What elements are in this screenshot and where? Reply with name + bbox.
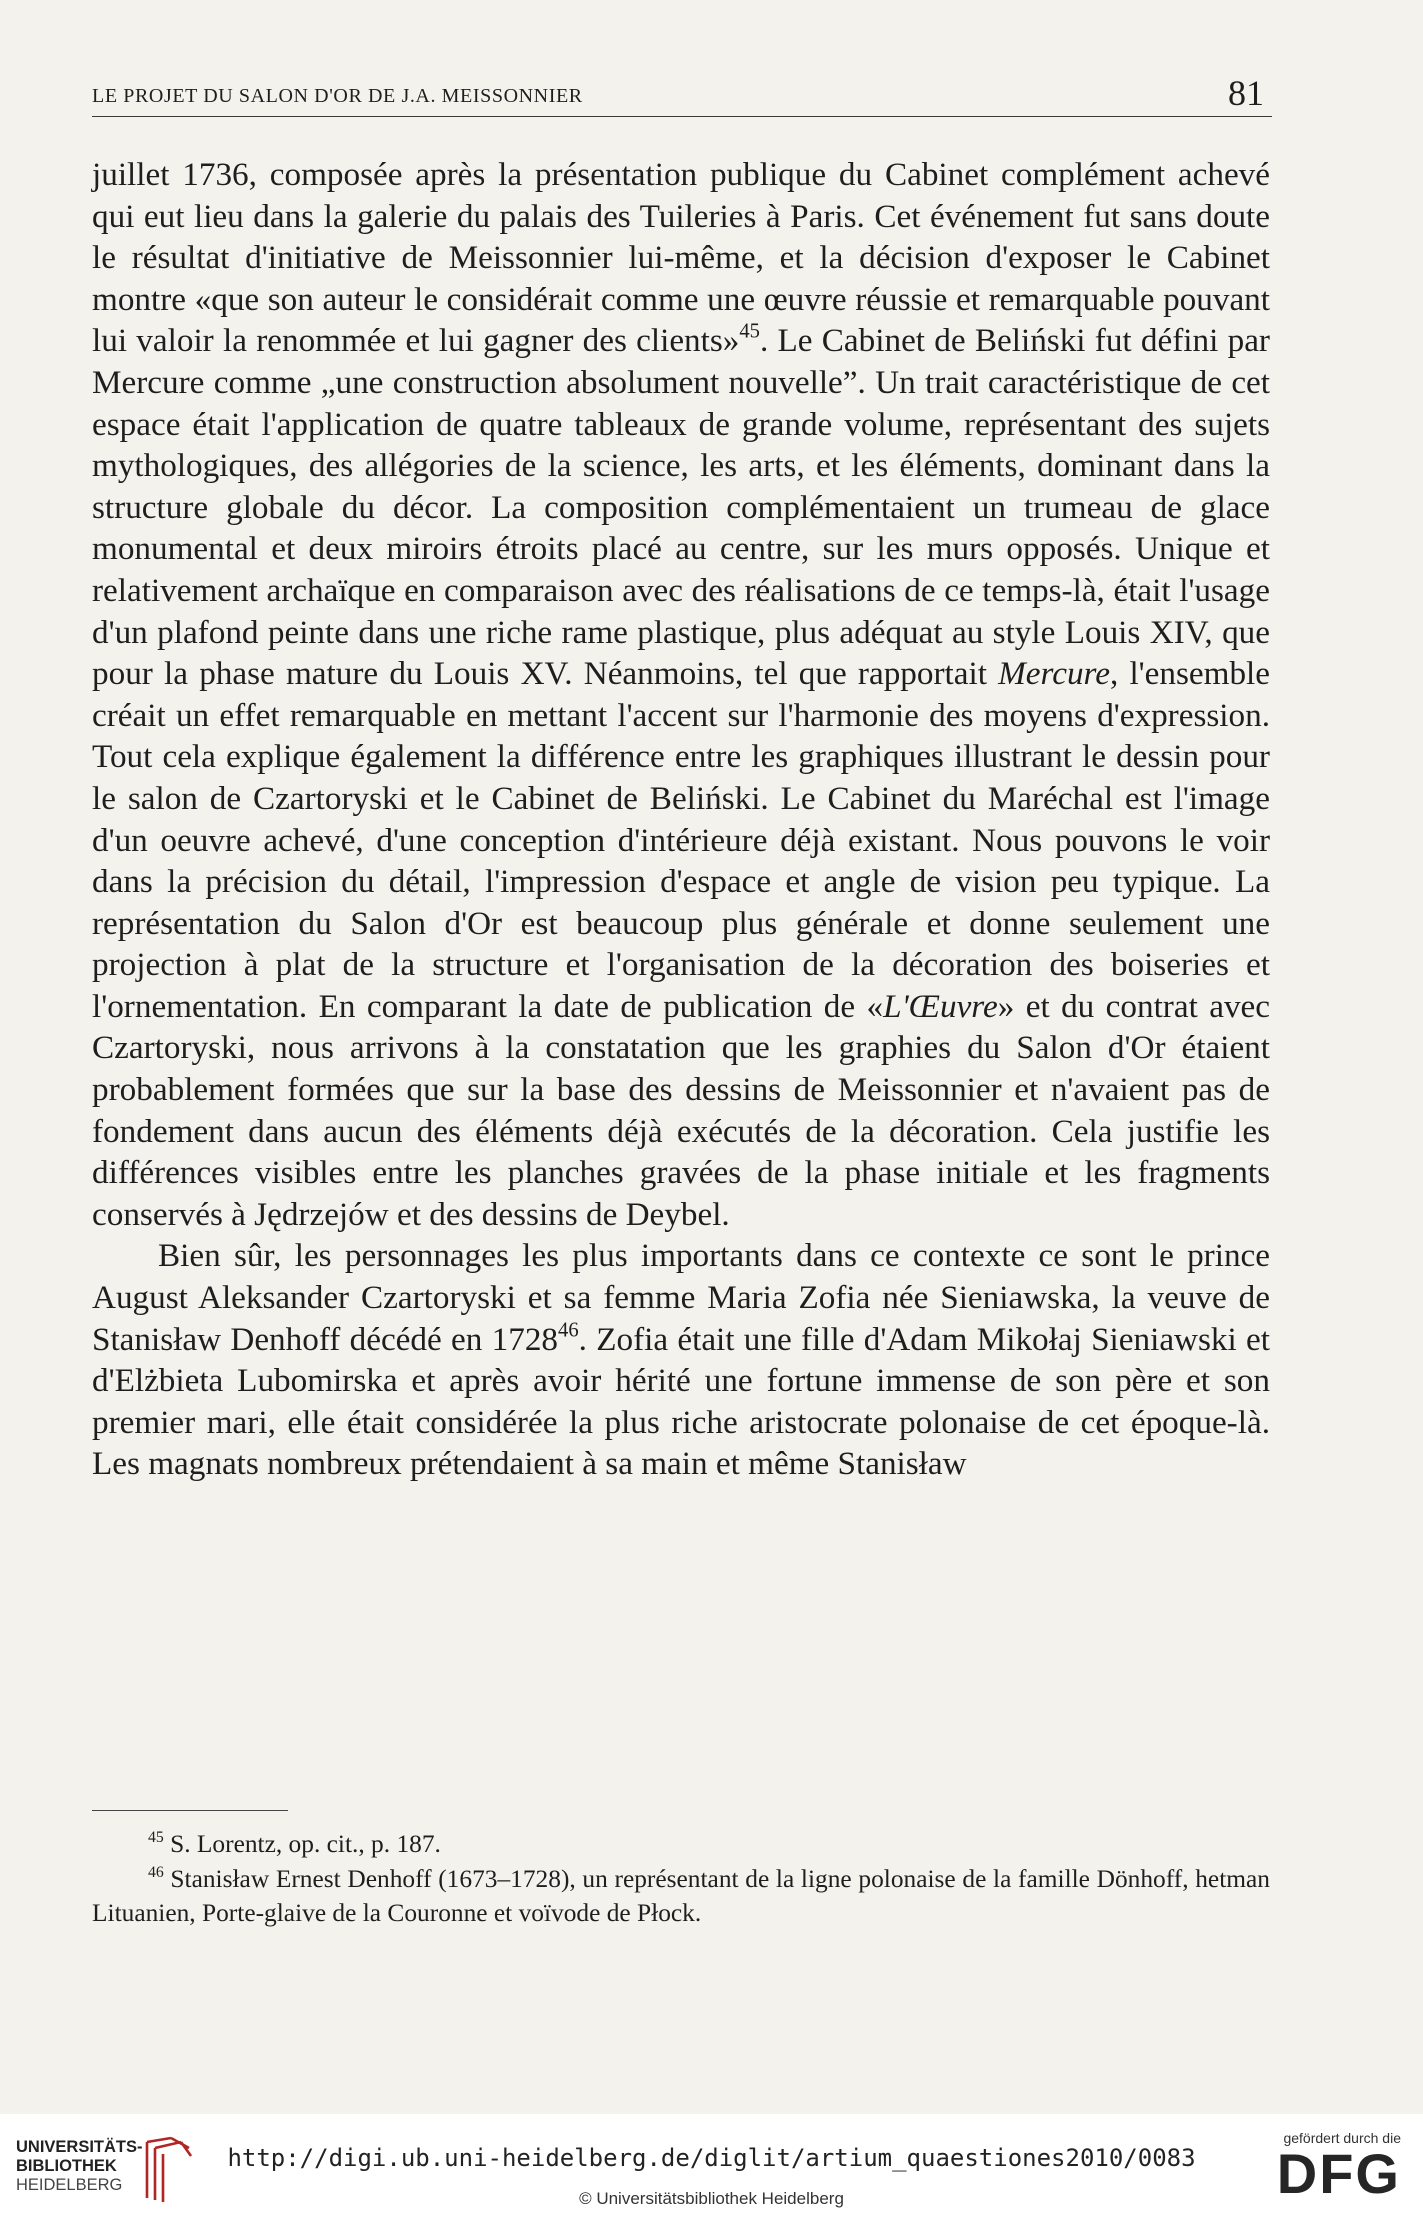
paragraph-2-text-b: . Zofia était une fille d'Adam Mikołaj Sieniawski et d'Elżbieta Lubomirska et après avoir hérité une fortune immense de son père et son premier mari, elle était considérée la plus riche aristocrate polonaise de cet époque-là. Les magnats nombreux prétendaient à sa main et même Stanisław	[92, 1320, 1270, 1483]
source-url-link[interactable]: http://digi.ub.uni-heidelberg.de/diglit/artium_quaestiones2010/0083	[227, 2144, 1196, 2172]
italic-mercure: Mercure	[998, 655, 1110, 693]
paragraph-1-text-a: juillet 1736, composée après la présentation publique du Cabinet complément achevé qui eut lieu dans la galerie du palais des Tuileries à Paris. Cet événement fut sans doute le résultat d'initiative de Meissonnier lui-même, et la décision d'exposer le Cabinet montre «que son auteur le considérait comme une œuvre réussie et remarquable pouvant lui valoir la renommée et lui gagner des clients»	[92, 156, 1270, 360]
paragraph-2-text-a: Bien sûr, les personnages les plus importants dans ce contexte ce sont le prince August Aleksander Czartoryski et sa femme Maria Zofia née Sieniawska, la veuve de Stanisław Denhoff décédé en 1728	[92, 1237, 1270, 1358]
paragraph-1-text-b: . Le Cabinet de Beliński fut défini par Mercure comme „une construction absolument nouvelle”. Un trait caractéristique de cet espace était l'application de quatre tableaux de grande volume, représentant des sujets mythologiques, des allégories de la science, les arts, et les éléments, dominant dans la structure globale du décor. La composition complémentaient un trumeau de glace monumental et deux miroirs étroits placé au centre, sur les murs opposés. Unique et relativement archaïque en comparaison avec des réalisations de ce temps-là, était l'usage d'un plafond peinte dans une riche rame plastique, plus adéquat au style Louis XIV, que pour la phase mature du Louis XV. Néanmoins, tel que rapportait	[92, 322, 1270, 693]
library-line-1: UNIVERSITÄTS-	[16, 2138, 143, 2156]
dfg-logo: DFG	[1276, 2142, 1401, 2205]
paragraph-2	[92, 1235, 1270, 1485]
funded-by-label: gefördert durch die	[1283, 2130, 1401, 2146]
library-line-2: BIBLIOTHEK	[16, 2157, 117, 2175]
body-text	[92, 154, 1270, 1485]
footnote-text: Stanisław Ernest Denhoff (1673–1728), un représentant de la ligne polonaise de la famille Dönhoff, hetman Lituanien, Porte-glaive de la Couronne et voïvode de Płock.	[92, 1864, 1270, 1927]
footnote-divider	[92, 1810, 288, 1811]
footnote-45	[92, 1827, 1270, 1862]
footnote-ref-45: 45	[739, 321, 760, 343]
paragraph-1-text-c: , l'ensemble créait un effet remarquable en mettant l'accent sur l'harmonie des moyens d'expression. Tout cela explique également la différence entre les graphiques illustrant le dessin pour le salon de Czartoryski et le Cabinet de Beliński. Le Cabinet du Maréchal est l'image d'un oeuvre achevé, d'une conception d'intérieure déjà existant. Nous pouvons le voir dans la précision du détail, l'impression d'espace et angle de vision peu typique. La représentation du Salon d'Or est beaucoup plus générale et donne seulement une projection à plat de la structure et l'organisation de la décoration des boiseries et l'ornementation. En comparant la date de publication de «	[92, 655, 1270, 1025]
running-title: LE PROJET DU SALON D'OR DE J.A. MEISSONNIER	[92, 85, 583, 107]
footnote-ref-46: 46	[558, 1319, 579, 1342]
footnote-number: 45	[148, 1828, 164, 1846]
italic-loeuvre: L'Œuvre	[883, 987, 998, 1025]
copyright-notice: © Universitätsbibliothek Heidelberg	[579, 2189, 844, 2208]
running-header	[92, 68, 1272, 117]
library-line-3: HEIDELBERG	[16, 2176, 123, 2194]
footnote-text: S. Lorentz, op. cit., p. 187.	[170, 1830, 441, 1858]
paragraph-1	[92, 154, 1270, 1235]
footnote-46	[92, 1862, 1270, 1931]
footnote-number: 46	[148, 1863, 164, 1881]
footnotes	[92, 1827, 1270, 1931]
digitization-footer	[0, 2114, 1423, 2221]
page-number: 81	[1228, 73, 1264, 113]
paragraph-1-text-d: » et du contrat avec Czartoryski, nous arrivons à la constatation que les graphies du Salon d'Or étaient probablement formées que sur la base des dessins de Meissonnier et n'avaient pas de fondement dans aucun des éléments déjà exécutés de la décoration. Cela justifie les différences visibles entre les planches gravées de la phase initiale et les fragments conservés à Jędrzejów et des dessins de Deybel.	[92, 987, 1270, 1233]
dfg-funding-mark	[1267, 2130, 1401, 2205]
